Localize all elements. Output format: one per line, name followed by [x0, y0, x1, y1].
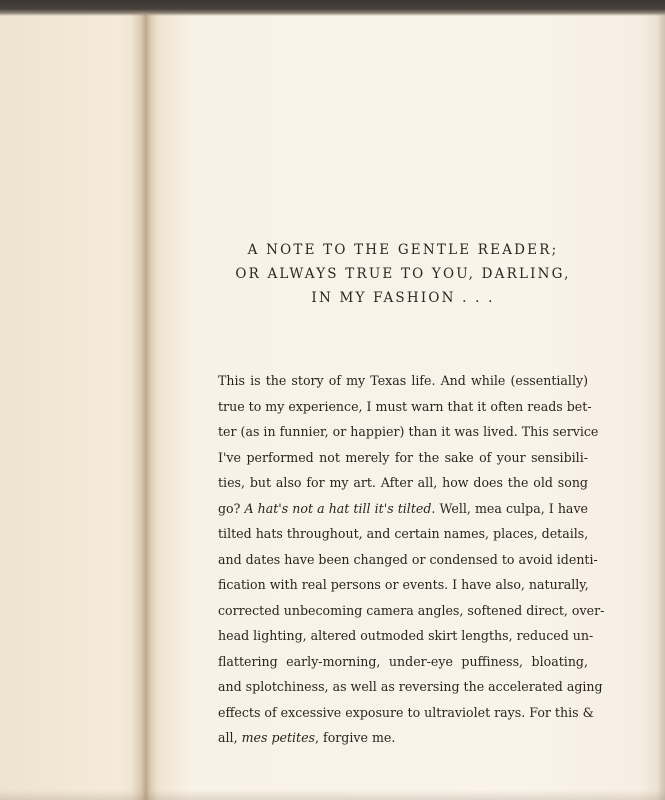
heading-line-2: OR ALWAYS TRUE TO YOU, DARLING,: [235, 266, 571, 282]
body-line-4: I've performed not merely for the sake of your sensibili-: [218, 449, 588, 465]
body-line-15-end: , forgive me.: [315, 730, 396, 745]
body-line-6-start: go?: [218, 500, 245, 516]
body-line-3: ter (as in funnier, or happier) than it was lived. This service: [218, 424, 599, 439]
scan-top-edge: [0, 0, 665, 16]
song-title: A hat's not a hat till it's tilted: [244, 500, 432, 516]
chapter-heading: [210, 238, 596, 310]
italic-phrase: mes petites: [241, 730, 316, 745]
body-line-11: head lighting, altered outmoded skirt lengths, reduced un-: [218, 628, 594, 643]
body-line-10: corrected unbecoming camera angles, softened direct, over-: [218, 602, 605, 618]
body-line-8: and dates have been changed or condensed to avoid identi-: [218, 551, 598, 567]
heading-line-3: IN MY FASHION . . .: [311, 290, 495, 306]
left-page: [0, 14, 138, 800]
body-line-6-end: . Well, mea culpa, I have: [431, 500, 589, 516]
body-line-7: tilted hats throughout, and certain names, places, details,: [218, 526, 589, 541]
body-line-6: [218, 496, 588, 522]
body-line-2: true to my experience, I must warn that it often reads bet-: [218, 398, 592, 414]
body-line-15: [218, 725, 588, 751]
body-line-9: fication with real persons or events. I have also, naturally,: [218, 577, 589, 592]
scan-bottom-edge: [0, 790, 665, 800]
body-line-12: flattering early-morning, under-eye puffiness, bloating,: [218, 653, 588, 669]
body-line-15-start: all,: [218, 730, 242, 745]
book-gutter: [132, 14, 160, 800]
page-right-edge: [657, 14, 665, 800]
body-line-13: and splotchiness, as well as reversing the accelerated aging: [218, 679, 603, 694]
body-line-5: ties, but also for my art. After all, how does the old song: [218, 475, 588, 490]
heading-line-1: A NOTE TO THE GENTLE READER;: [247, 242, 559, 258]
body-line-14: effects of excessive exposure to ultraviolet rays. For this &: [218, 704, 594, 720]
body-line-1: This is the story of my Texas life. And while (essentially): [218, 373, 588, 388]
body-paragraph: [218, 368, 605, 751]
